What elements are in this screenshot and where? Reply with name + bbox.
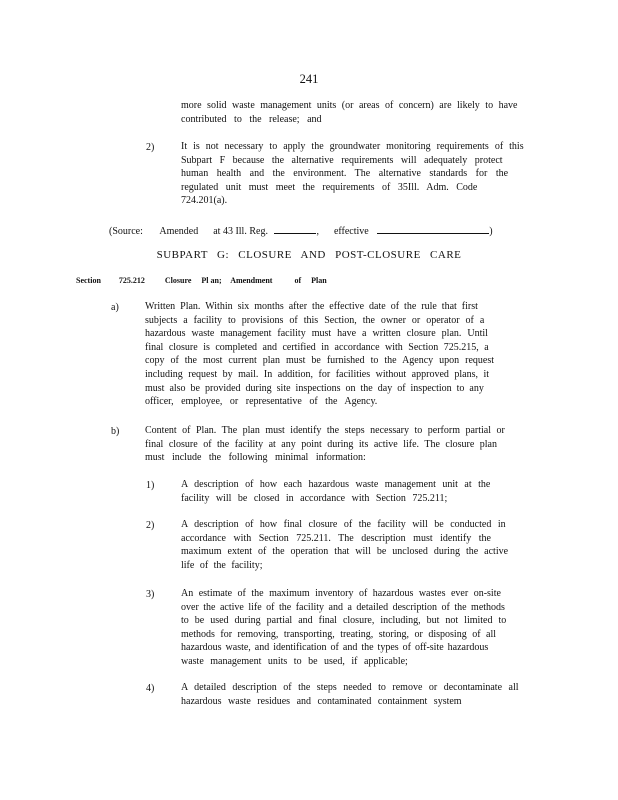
text-line: to be used during partial and final closure, including, but not limited to	[181, 615, 507, 627]
item-a-marker: a)	[111, 302, 119, 313]
text-line: Written Plan. Within six months after the effective date of the rule that first	[145, 301, 478, 312]
text-line: 724.201(a).	[181, 195, 228, 207]
text-line: maximum extent of the operation that will be unclosed during the active	[181, 546, 509, 558]
sub-item-3-paragraph	[181, 587, 506, 669]
source-open: (Source:	[109, 226, 143, 237]
text-line: contributed to the release; and	[181, 113, 322, 125]
item-b-paragraph	[145, 424, 505, 465]
section-title-of: of	[294, 276, 302, 285]
sub-item-2-marker: 2)	[146, 520, 155, 531]
sub-item-1-marker: 1)	[146, 480, 155, 491]
text-line: hazardous waste management facility must have a written closure plan. Until	[145, 328, 488, 340]
section-word: Section	[76, 276, 101, 285]
text-line: An estimate of the maximum inventory of hazardous wastes ever on-site	[181, 588, 501, 599]
text-line: facility will be closed in accordance with Section 725.211;	[181, 492, 448, 504]
text-line: Subpart F because the alternative requirements will adequately protect	[181, 154, 503, 166]
text-line: methods for removing, transporting, treating, storing, or disposing of all	[181, 628, 497, 640]
source-register: at 43 Ill. Reg.	[213, 226, 268, 237]
text-line: copy of the most current plan must be furnished to the Agency upon request	[145, 355, 495, 367]
continuation-paragraph	[181, 99, 517, 126]
section-title-amendment: Amendment	[230, 276, 273, 285]
section-title-plan-2: Plan	[311, 276, 327, 285]
section-title-plan: Pl an;	[201, 276, 222, 285]
text-line: A description of how final closure of the facility will be conducted in	[181, 519, 506, 530]
item-a-paragraph	[145, 300, 494, 409]
subpart-heading: SUBPART G: CLOSURE AND POST-CLOSURE CARE	[156, 249, 462, 261]
item-2-marker: 2)	[146, 142, 155, 153]
item-2-paragraph	[181, 140, 524, 208]
sub-item-1-paragraph	[181, 478, 490, 505]
sub-item-4-marker: 4)	[146, 683, 155, 694]
text-line: Content of Plan. The plan must identify the steps necessary to perform partial or	[145, 425, 505, 436]
text-line: must include the following minimal information:	[145, 452, 366, 464]
text-line: final closure is completed and certified in accordance with Section 725.215, a	[145, 341, 489, 353]
sub-item-4-paragraph	[181, 681, 519, 708]
sub-item-3-marker: 3)	[146, 589, 155, 600]
section-number: 725.212	[118, 276, 145, 285]
text-line: accordance with Section 725.211. The description must identify the	[181, 532, 491, 544]
text-line: officer, employee, or representative of the Agency.	[145, 396, 378, 408]
page-number: 241	[299, 72, 319, 86]
text-line: A detailed description of the steps needed to remove or decontaminate all	[181, 682, 519, 693]
text-line: final closure of the facility at any point during its active life. The closure plan	[145, 438, 497, 450]
text-line: human health and the environment. The alternative standards for the	[181, 168, 509, 180]
text-line: must also be provided during site inspections on the day of inspection to any	[145, 382, 484, 394]
source-close: )	[489, 226, 493, 237]
text-line: subjects a facility to provisions of this Section, the owner or operator of a	[145, 314, 485, 326]
text-line: hazardous waste, and identification of and the types of off-site hazardous	[181, 642, 489, 654]
source-effective: effective	[333, 226, 369, 237]
sub-item-2-paragraph	[181, 518, 508, 572]
section-title-closure: Closure	[164, 276, 192, 285]
text-line: including request by mail. In addition, for facilities without approved plans, it	[145, 368, 490, 380]
text-line: waste management units to be used, if applicable;	[181, 655, 408, 667]
item-b-marker: b)	[111, 426, 120, 437]
register-page-blank	[274, 224, 316, 234]
text-line: more solid waste management units (or areas of concern) are likely to have	[181, 100, 518, 111]
text-line: regulated unit must meet the requirements of 35Ill. Adm. Code	[181, 181, 478, 193]
source-comma: ,	[316, 226, 319, 237]
text-line: A description of how each hazardous waste management unit at the	[181, 479, 491, 490]
text-line: life of the facility;	[181, 559, 263, 571]
text-line: It is not necessary to apply the groundwater monitoring requirements of this	[181, 141, 524, 152]
source-note	[109, 224, 493, 237]
text-line: hazardous waste residues and contaminated containment system	[181, 695, 462, 707]
effective-date-blank	[377, 224, 489, 234]
source-amended: Amended	[159, 226, 199, 237]
section-label	[76, 276, 327, 285]
text-line: over the active life of the facility and a detailed description of the methods	[181, 601, 505, 613]
